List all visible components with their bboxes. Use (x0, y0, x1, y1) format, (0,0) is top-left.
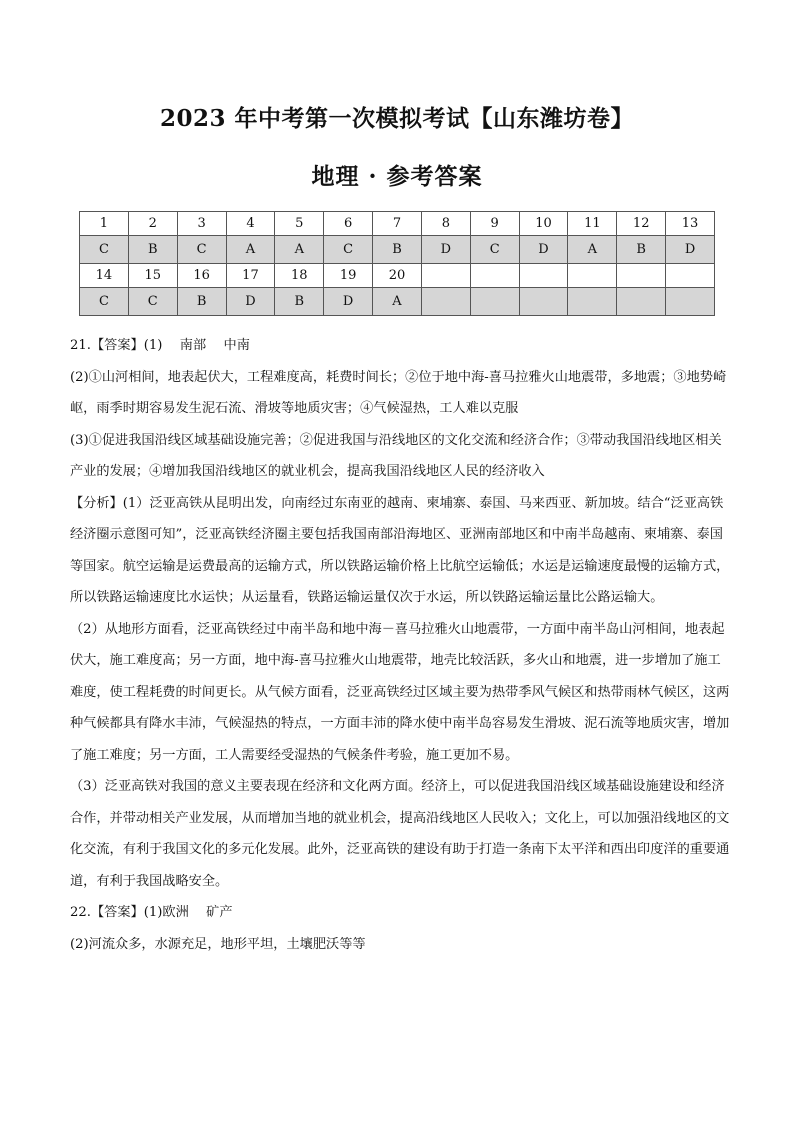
answer-cell (568, 288, 617, 316)
answer-cell: B (373, 236, 422, 264)
answer-cell: A (275, 236, 324, 264)
q21-analysis-2: （2）从地形方面看，泛亚高铁经过中南半岛和地中海－喜马拉雅火山地震带，一方面中南半岛山河相间，地表起伏大，施工难度高；另一方面，地中海-喜马拉雅火山地震带，地壳比较活跃，多火山和地震，进一步增加了施工难度，使工程耗费的时间更长。从气候方面看，泛亚高铁经过区域主要为热带季风气候区和热带雨林气候区，这两种气候都具有降水丰沛，气候湿热的特点，一方面丰沛的降水使中南半岛容易发生滑坡、泥石流等地质灾害，增加了施工难度；另一方面，工人需要经受湿热的气候条件考验，施工更加不易。 (70, 621, 730, 763)
question-number-cell: 14 (80, 264, 129, 288)
question-number-cell: 16 (177, 264, 226, 288)
question-number-cell: 3 (177, 212, 226, 236)
answer-cell: A (373, 288, 422, 316)
question-number-cell: 9 (470, 212, 519, 236)
answer-cell: B (177, 288, 226, 316)
question-number-cell (568, 264, 617, 288)
question-number-cell: 10 (519, 212, 568, 236)
question-number-cell: 12 (617, 212, 666, 236)
answer-cell: D (226, 288, 275, 316)
question-number-cell (519, 264, 568, 288)
answer-cell: A (226, 236, 275, 264)
answer-table-number-row (80, 212, 715, 236)
question-number-cell (666, 264, 715, 288)
question-number-cell: 7 (373, 212, 422, 236)
question-number-cell: 8 (421, 212, 470, 236)
question-number-cell (470, 264, 519, 288)
answer-cell: D (519, 236, 568, 264)
question-number-cell: 19 (324, 264, 373, 288)
q21-answer-3: (3)①促进我国沿线区域基础设施完善；②促进我国与沿线地区的文化交流和经济合作；③带动我国沿线地区相关产业的发展；④增加我国沿线地区的就业机会，提高我国沿线地区人民的经济收入 (70, 432, 722, 479)
answer-cell: B (128, 236, 177, 264)
question-number-cell (617, 264, 666, 288)
answer-cell (470, 288, 519, 316)
answer-cell: B (275, 288, 324, 316)
question-number-cell: 1 (80, 212, 129, 236)
answer-cell (666, 288, 715, 316)
q22-answer-1: 22.【答案】(1)欧洲 矿产 (70, 905, 233, 920)
question-number-cell: 5 (275, 212, 324, 236)
answer-cell: D (324, 288, 373, 316)
answer-cell: D (666, 236, 715, 264)
question-number-cell (421, 264, 470, 288)
page-subtitle: 地理 · 参考答案 (311, 163, 483, 190)
answer-cell: A (568, 236, 617, 264)
q21-section (70, 330, 730, 960)
q21-answer-1: 21.【答案】(1) 南部 中南 (70, 338, 250, 353)
question-number-cell: 13 (666, 212, 715, 236)
q21-analysis-3: （3）泛亚高铁对我国的意义主要表现在经济和文化两方面。经济上，可以促进我国沿线区域基础设施建设和经济合作，并带动相关产业发展，从而增加当地的就业机会，提高沿线地区人民收入；文化上，可以加强沿线地区的文化交流，有利于我国文化的多元化发展。此外，泛亚高铁的建设有助于打造一条南下太平洋和西出印度洋的重要通道，有利于我国战略安全。 (70, 779, 730, 889)
question-number-cell: 15 (128, 264, 177, 288)
answer-cell: C (80, 236, 129, 264)
question-number-cell: 20 (373, 264, 422, 288)
answer-cell: C (128, 288, 177, 316)
answer-cell: B (617, 236, 666, 264)
question-number-cell: 6 (324, 212, 373, 236)
page-title: 2023 年中考第一次模拟考试【山东潍坊卷】 (159, 105, 635, 132)
question-number-cell: 18 (275, 264, 324, 288)
answer-table-answer-row (80, 288, 715, 316)
answer-cell (617, 288, 666, 316)
answer-cell: C (470, 236, 519, 264)
answer-table (79, 211, 715, 316)
answer-cell: D (421, 236, 470, 264)
answer-cell: C (80, 288, 129, 316)
question-number-cell: 11 (568, 212, 617, 236)
q21-answer-2: (2)①山河相间，地表起伏大，工程难度高，耗费时间长；②位于地中海-喜马拉雅火山地震带，多地震；③地势崎岖，雨季时期容易发生泥石流、滑坡等地质灾害；④气候湿热，工人难以克服 (70, 369, 727, 416)
answer-cell (519, 288, 568, 316)
q21-analysis-1: 【分析】(1）泛亚高铁从昆明出发，向南经过东南亚的越南、柬埔寨、泰国、马来西亚、新加坡。结合“泛亚高铁经济圈示意图可知”，泛亚高铁经济圈主要包括我国南部沿海地区、亚洲南部地区和中南半岛越南、柬埔寨、泰国等国家。航空运输是运费最高的运输方式，所以铁路运输价格上比航空运输低；水运是运输速度最慢的运输方式，所以铁路运输速度比水运快；从运量看，铁路运输运量仅次于水运，所以铁路运输运量比公路运输大。 (70, 495, 730, 605)
question-number-cell: 2 (128, 212, 177, 236)
q22-answer-2: (2)河流众多，水源充足，地形平坦，土壤肥沃等等 (70, 936, 366, 952)
question-number-cell: 4 (226, 212, 275, 236)
answer-cell: C (177, 236, 226, 264)
answer-table-answer-row (80, 236, 715, 264)
question-number-cell: 17 (226, 264, 275, 288)
answer-cell: C (324, 236, 373, 264)
answer-table-number-row (80, 264, 715, 288)
answer-cell (421, 288, 470, 316)
